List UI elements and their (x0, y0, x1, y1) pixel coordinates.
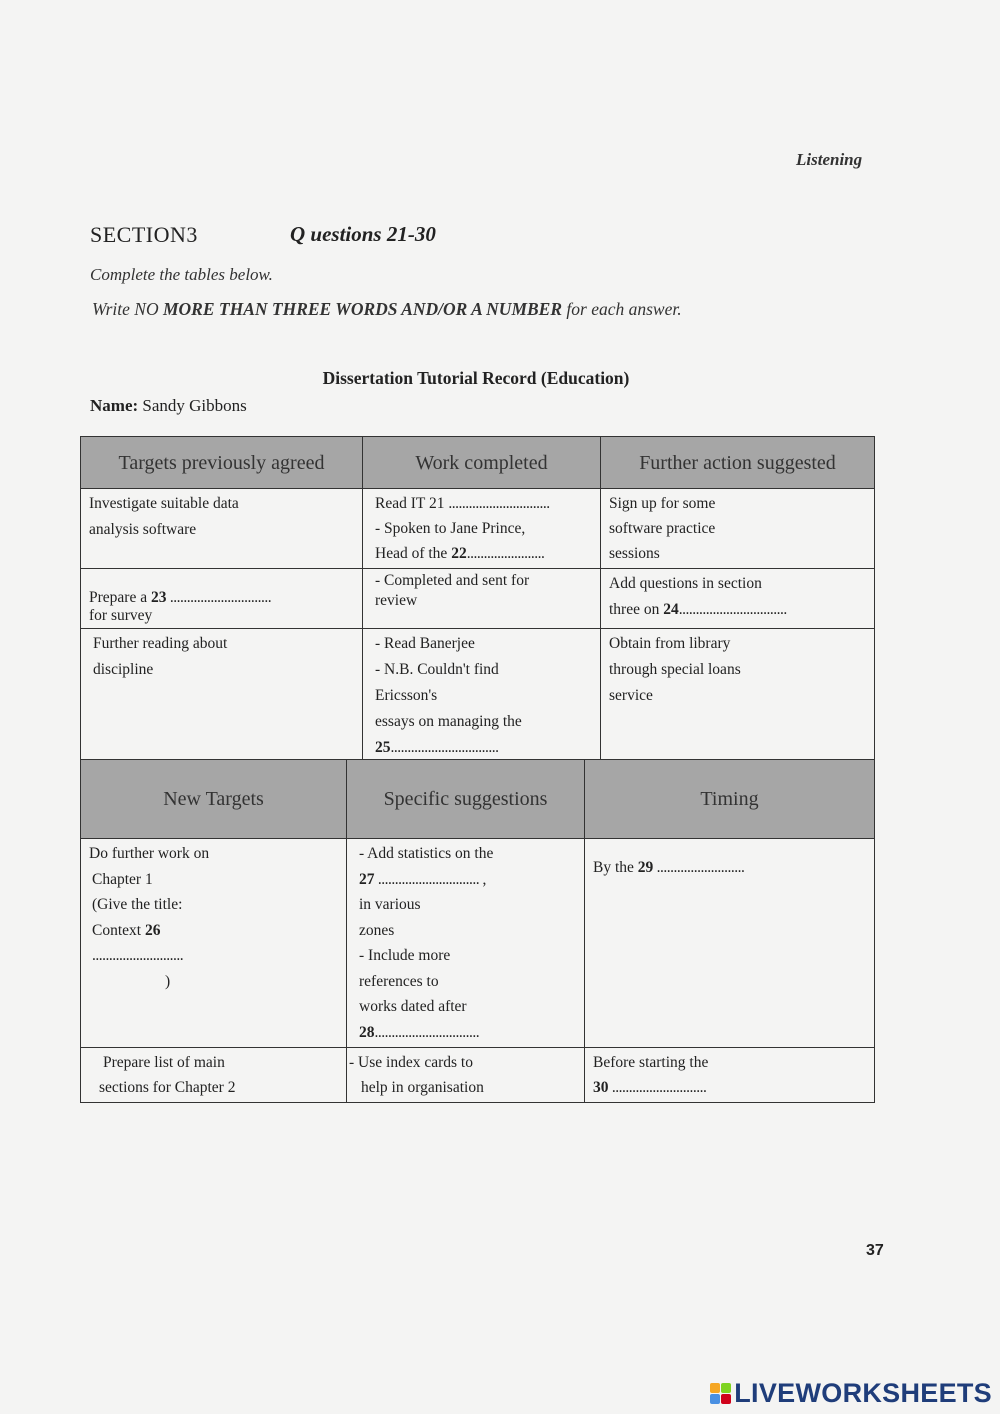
cell-timing-2: Before starting the 30 ............................ (585, 1048, 875, 1103)
instruction-word-limit: Write NO MORE THAN THREE WORDS AND/OR A NUMBER for each answer. (92, 299, 682, 319)
logo-square-4 (721, 1394, 731, 1404)
answer-blank-25[interactable]: ................................ (390, 739, 499, 756)
answer-blank-22[interactable]: ....................... (466, 545, 545, 562)
cell-new-target-2: Prepare list of main sections for Chapter 2 (81, 1048, 347, 1103)
cell-timing-1: By the 29 .......................... (585, 839, 875, 1048)
logo-grid-icon (710, 1383, 731, 1404)
answer-blank-23[interactable]: .............................. (166, 589, 272, 606)
answer-blank-26[interactable]: ........................... (92, 947, 184, 964)
instruction-complete: Complete the tables below. (90, 265, 273, 284)
cell-action-2: Add questions in section three on 24................................ (601, 569, 875, 629)
cell-suggestion-2: - Use index cards to help in organisation (347, 1048, 585, 1103)
answer-blank-30[interactable]: ............................ (608, 1079, 707, 1096)
header-specific-suggestions: Specific suggestions (347, 760, 585, 839)
logo-square-3 (710, 1394, 720, 1404)
cell-work-1: Read IT 21 .............................. - Spoken to Jane Prince, Head of the 22....................... (363, 489, 601, 569)
brand-name: LIVEWORKSHEETS (734, 1378, 992, 1408)
header-timing: Timing (585, 760, 875, 839)
header-targets-agreed: Targets previously agreed (81, 437, 363, 489)
running-header: Listening (796, 150, 863, 169)
answer-blank-21[interactable]: .............................. (448, 495, 550, 512)
header-further-action: Further action suggested (601, 437, 875, 489)
cell-action-1: Sign up for some software practice sessions (601, 489, 875, 569)
logo-square-1 (710, 1383, 720, 1393)
questions-range: Q uestions 21-30 (290, 222, 436, 246)
header-new-targets: New Targets (81, 760, 347, 839)
student-name: Name: Sandy Gibbons (90, 396, 247, 415)
cell-target-1: Investigate suitable data analysis software (81, 489, 363, 569)
document-title: Dissertation Tutorial Record (Education) (322, 368, 630, 388)
page-number: 37 (866, 1242, 884, 1259)
tutorial-record-table (80, 436, 875, 764)
liveworksheets-logo[interactable] (710, 1378, 992, 1409)
new-targets-table (80, 759, 875, 1103)
answer-blank-24[interactable]: ................................ (678, 601, 787, 618)
cell-action-3: Obtain from library through special loans service (601, 629, 875, 764)
header-work-completed: Work completed (363, 437, 601, 489)
answer-blank-27[interactable]: .............................. , (374, 870, 486, 888)
cell-work-3: - Read Banerjee - N.B. Couldn't find Ericsson's essays on managing the 25................................ (363, 629, 601, 764)
answer-blank-28[interactable]: ............................... (374, 1023, 480, 1041)
logo-square-2 (721, 1383, 731, 1393)
cell-target-2: Prepare a 23 .............................. for survey (81, 569, 363, 629)
cell-target-3: Further reading about discipline (81, 629, 363, 764)
cell-new-target-1: Do further work on Chapter 1 (Give the title: Context 26 ........................... ) (81, 839, 347, 1048)
answer-blank-29[interactable]: .......................... (653, 859, 745, 876)
cell-suggestion-1: - Add statistics on the 27 .............................. , in various zones - Include more references to works dated after 28............................... (347, 839, 585, 1048)
cell-work-2: - Completed and sent for review (363, 569, 601, 629)
section-label: SECTION3 (90, 222, 198, 247)
